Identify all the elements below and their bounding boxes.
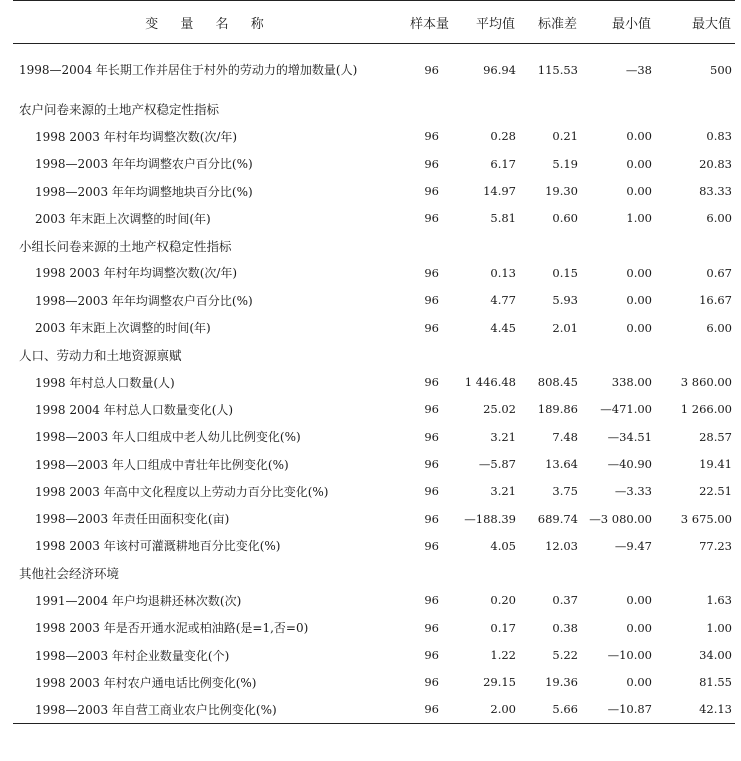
max-cell: 1.63 <box>706 593 732 608</box>
variable-label: 1998—2003 年人口组成中青壮年比例变化(%) <box>35 457 289 472</box>
table-row <box>13 259 735 286</box>
table-row <box>13 505 735 532</box>
max-cell: 3 860.00 <box>680 375 732 390</box>
table-row <box>13 396 735 423</box>
std-dev-cell: 0.37 <box>552 593 578 608</box>
min-cell: —471.00 <box>600 402 652 417</box>
std-dev-cell: 7.48 <box>552 429 578 444</box>
max-cell: 1.00 <box>706 620 732 635</box>
min-cell: 0.00 <box>626 156 652 171</box>
category-row <box>13 341 735 368</box>
sample-size-cell: 96 <box>424 593 439 608</box>
max-cell: 28.57 <box>699 429 732 444</box>
max-cell: 1 266.00 <box>680 402 732 417</box>
table-row <box>13 450 735 477</box>
sample-size-cell: 96 <box>424 457 439 471</box>
max-cell: 77.23 <box>699 538 732 553</box>
min-cell: 0.00 <box>626 593 652 608</box>
min-cell: 0.00 <box>626 620 652 635</box>
max-cell: 500 <box>710 62 732 77</box>
max-cell: 6.00 <box>706 320 732 335</box>
max-cell: 20.83 <box>699 156 732 171</box>
table-row <box>13 423 735 450</box>
sample-size-cell: 96 <box>424 62 439 77</box>
header-max: 最大值 <box>655 1 735 44</box>
category-label: 其他社会经济环境 <box>19 566 120 582</box>
sample-size-cell: 96 <box>424 402 439 417</box>
mean-cell: 4.45 <box>490 320 516 335</box>
table-row <box>13 177 735 204</box>
std-dev-cell: 189.86 <box>537 402 578 417</box>
sample-size-cell: 96 <box>424 511 439 526</box>
table-row <box>13 532 735 559</box>
max-cell: 0.83 <box>706 129 732 144</box>
min-cell: 0.00 <box>626 675 652 690</box>
sample-size-cell: 96 <box>424 429 439 444</box>
std-dev-cell: 19.30 <box>545 184 578 199</box>
mean-cell: 0.13 <box>490 265 516 280</box>
min-cell: —40.90 <box>607 457 652 471</box>
variable-label: 1998 2003 年村年均调整次数(次/年) <box>35 266 238 281</box>
sample-size-cell: 96 <box>424 648 439 663</box>
mean-cell: 4.77 <box>490 293 516 308</box>
std-dev-cell: 2.01 <box>552 320 578 335</box>
std-dev-cell: 808.45 <box>537 375 578 390</box>
sample-size-cell: 96 <box>405 696 453 723</box>
variable-label: 1998 2003 年村年均调整次数(次/年) <box>35 129 238 144</box>
variable-label: 1998 2003 年该村可灌溉耕地百分比变化(%) <box>35 539 281 554</box>
std-dev-cell: 13.64 <box>545 457 578 471</box>
min-cell: 0.00 <box>626 184 652 199</box>
variable-label: 1998 年村总人口数量(人) <box>35 375 175 390</box>
std-dev-cell: 0.21 <box>552 129 578 144</box>
min-cell: 0.00 <box>626 265 652 280</box>
variable-label: 1998—2003 年年均调整农户百分比(%) <box>35 157 253 172</box>
variable-label: 1998—2003 年村企业数量变化(个) <box>35 648 230 663</box>
mean-cell: —188.39 <box>464 511 516 526</box>
std-dev-cell: 12.03 <box>545 538 578 553</box>
table-row <box>13 314 735 341</box>
table-row <box>13 614 735 641</box>
std-dev-cell: 115.53 <box>537 62 578 77</box>
variable-label: 1998 2004 年村总人口数量变化(人) <box>35 402 234 417</box>
header-min: 最小值 <box>581 1 655 44</box>
sample-size-cell: 96 <box>424 675 439 690</box>
min-cell: —10.87 <box>581 696 655 723</box>
mean-cell: —5.87 <box>478 457 516 471</box>
min-cell: —34.51 <box>607 429 652 444</box>
table-row <box>13 696 735 723</box>
table-row <box>13 205 735 232</box>
table-row <box>13 287 735 314</box>
sample-size-cell: 96 <box>424 375 439 390</box>
category-label: 农户问卷来源的土地产权稳定性指标 <box>19 102 220 118</box>
sample-size-cell: 96 <box>424 484 439 499</box>
category-row <box>13 96 735 123</box>
table-row <box>13 641 735 668</box>
min-cell: 0.00 <box>626 293 652 308</box>
sample-size-cell: 96 <box>424 620 439 635</box>
table-header <box>13 1 735 44</box>
table-row <box>13 587 735 614</box>
category-row <box>13 560 735 587</box>
mean-cell: 5.81 <box>490 211 516 226</box>
std-dev-cell: 19.36 <box>545 675 578 690</box>
min-cell: —38 <box>625 62 652 77</box>
sample-size-cell: 96 <box>424 184 439 199</box>
statistics-table <box>13 0 735 724</box>
max-cell: 22.51 <box>699 484 732 499</box>
min-cell: 1.00 <box>626 211 652 226</box>
std-dev-cell: 5.22 <box>552 648 578 663</box>
variable-label: 1998—2003 年年均调整地块百分比(%) <box>35 184 253 199</box>
variable-label: 1998—2004 年长期工作并居住于村外的劳动力的增加数量(人) <box>19 62 358 77</box>
sample-size-cell: 96 <box>424 538 439 553</box>
max-cell: 81.55 <box>699 675 732 690</box>
min-cell: —3 080.00 <box>589 511 652 526</box>
variable-label: 1998—2003 年年均调整农户百分比(%) <box>35 293 253 308</box>
mean-cell: 3.21 <box>490 484 516 499</box>
min-cell: —9.47 <box>614 538 652 553</box>
sample-size-cell: 96 <box>424 156 439 171</box>
variable-label: 2003 年末距上次调整的时间(年) <box>35 211 211 226</box>
mean-cell: 6.17 <box>490 156 516 171</box>
max-cell: 16.67 <box>699 293 732 308</box>
sample-size-cell: 96 <box>424 129 439 144</box>
max-cell: 6.00 <box>706 211 732 226</box>
table-row <box>13 150 735 177</box>
max-cell: 42.13 <box>655 696 735 723</box>
variable-label: 1998 2003 年是否开通水泥或柏油路(是=1,否=0) <box>35 621 309 636</box>
variable-label: 2003 年末距上次调整的时间(年) <box>35 321 211 336</box>
mean-cell: 29.15 <box>483 675 516 690</box>
table-row <box>13 478 735 505</box>
variable-label: 1998—2003 年自营工商业农户比例变化(%) <box>13 696 405 723</box>
mean-cell: 0.17 <box>490 620 516 635</box>
std-dev-cell: 689.74 <box>537 511 578 526</box>
std-dev-cell: 5.66 <box>519 696 581 723</box>
max-cell: 3 675.00 <box>680 511 732 526</box>
max-cell: 0.67 <box>706 265 732 280</box>
min-cell: 0.00 <box>626 129 652 144</box>
min-cell: 338.00 <box>611 375 652 390</box>
max-cell: 34.00 <box>699 648 732 663</box>
table-row <box>13 44 735 96</box>
min-cell: —10.00 <box>607 648 652 663</box>
max-cell: 83.33 <box>699 184 732 199</box>
min-cell: 0.00 <box>626 320 652 335</box>
mean-cell: 4.05 <box>490 538 516 553</box>
std-dev-cell: 0.60 <box>552 211 578 226</box>
sample-size-cell: 96 <box>424 211 439 226</box>
mean-cell: 1.22 <box>490 648 516 663</box>
mean-cell: 0.28 <box>490 129 516 144</box>
mean-cell: 96.94 <box>483 62 516 77</box>
std-dev-cell: 3.75 <box>552 484 578 499</box>
mean-cell: 14.97 <box>483 184 516 199</box>
variable-label: 1998—2003 年人口组成中老人幼儿比例变化(%) <box>35 430 301 445</box>
table-body <box>13 44 735 724</box>
std-dev-cell: 0.15 <box>552 265 578 280</box>
table-row <box>13 123 735 150</box>
table-row <box>13 368 735 395</box>
header-mean: 平均值 <box>453 1 519 44</box>
header-sample-size: 样本量 <box>405 1 453 44</box>
sample-size-cell: 96 <box>424 320 439 335</box>
mean-cell: 25.02 <box>483 402 516 417</box>
std-dev-cell: 0.38 <box>552 620 578 635</box>
min-cell: —3.33 <box>614 484 652 499</box>
variable-label: 1998—2003 年责任田面积变化(亩) <box>35 512 230 527</box>
category-label: 小组长问卷来源的土地产权稳定性指标 <box>19 238 232 254</box>
variable-label: 1991—2004 年户均退耕还林次数(次) <box>35 593 242 608</box>
variable-label: 1998 2003 年村农户通电话比例变化(%) <box>35 675 257 690</box>
sample-size-cell: 96 <box>424 265 439 280</box>
category-label: 人口、劳动力和土地资源禀赋 <box>19 347 182 363</box>
category-row <box>13 232 735 259</box>
variable-label: 1998 2003 年高中文化程度以上劳动力百分比变化(%) <box>35 484 329 499</box>
mean-cell: 3.21 <box>490 429 516 444</box>
std-dev-cell: 5.19 <box>552 156 578 171</box>
table-row <box>13 669 735 696</box>
sample-size-cell: 96 <box>424 293 439 308</box>
header-std-dev: 标准差 <box>519 1 581 44</box>
mean-cell: 2.00 <box>453 696 519 723</box>
mean-cell: 0.20 <box>490 593 516 608</box>
header-variable-name: 变 量 名 称 <box>13 1 405 44</box>
max-cell: 19.41 <box>699 457 732 471</box>
std-dev-cell: 5.93 <box>552 293 578 308</box>
mean-cell: 1 446.48 <box>464 375 516 390</box>
